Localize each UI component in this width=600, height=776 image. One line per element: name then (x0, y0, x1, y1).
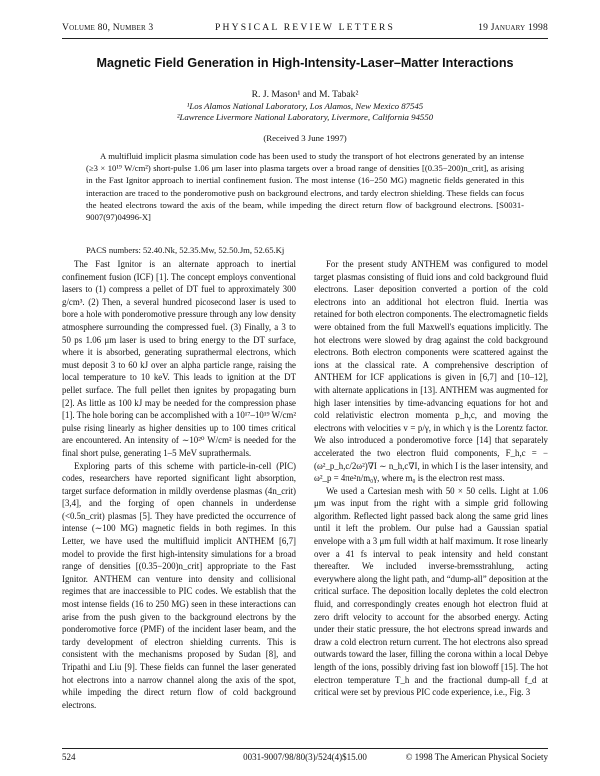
abstract-text: A multifluid implicit plasma simulation code has been used to study the transport of hot electrons generated by an intense (≥3 × 10¹⁹ W/cm²) short-pulse 1.06 μm laser into plasma targets over a broad range of densities [(0.35−200)n_crit], as arising in the Fast Ignitor approach to inertial confinement fusion. The most intense (16−250 MG) magnetic fields generated in this interaction are traced to the ponderomotive push on background electrons, and tardy electron shielding. These fields can focus the heated electrons toward the axis of the beam, while impeding the direct return flow of background electrons. [S0031-9007(97)04996-X] (86, 151, 524, 223)
article-title: Magnetic Field Generation in High-Intensity-Laser–Matter Interactions (96, 56, 514, 70)
issue-date: 19 January 1998 (478, 22, 548, 33)
body-paragraph: The Fast Ignitor is an alternate approach to inertial confinement fusion (ICF) [1]. The concept employs conventional lasers to (1) compress a pellet of DT fuel to approximately 300 g/cm³. (2) Then, a several hundred picosecond laser is used to bore a hole with ponderomotive pressure through any low density atmosphere surrounding the compressed fuel. (3) Finally, a 3 to 50 ps 1.06 μm laser is used to bring energy to the DT surface, where it is absorbed, generating suprathermal electrons, which must deposit 3 to 60 kJ over an alpha particle range, raising the local temperature to 10 keV. This leads to ignition at the DT pellet surface. The full pellet then ignites by propagating burn [2]. As little as 100 kJ may be needed for the compression phase [1]. The hole boring can be accomplished with a 10¹⁷–10¹⁹ W/cm² pulse rising linearly as higher densities up to 100 times critical are encountered. An intensity of ∼10²⁰ W/cm² is needed for the final short pulse, generating 1–5 MeV suprathermals. (62, 259, 296, 458)
body-paragraph: For the present study ANTHEM was configured to model target plasmas consisting of fluid ions and cold background fluid electrons. Laser deposition converted a portion of the cold electrons into an additional hot electron fluid. Inertia was retained for both electron components. The electromagnetic fields were obtained from the full Maxwell's equations implicitly. The hot electrons were slowed by drag against the cold background electrons. Both electron components were scattered against the ions at the classical rate. A comprehensive description of ANTHEM for ICF applications is given in [6,7] and [10–12], with alternate applications in [13]. ANTHEM was augmented for high laser intensities by time-advancing equations for hot and cold relativistic electron momenta p_h,c, and moving the electrons with velocities v = p/γ, in which γ is the Lorentz factor. We also introduced a ponderomotive force [14] that separately accelerated the two electron fluid components, F_h,c = −(ω²_p_h,c/2ω²)∇I ∼ n_h,c∇I, in which I is the laser intensity, and ω²_p = 4πe²n/m₀γ, where m₀ is the electron rest mass. (314, 259, 548, 484)
volume-number: Volume 80, Number 3 (62, 22, 154, 33)
affiliation-2: ²Lawrence Livermore National Laboratory, Livermore, California 94550 (176, 112, 434, 122)
body-paragraph: We used a Cartesian mesh with 50 × 50 cells. Light at 1.06 μm was input from the right with a simple grid following algorithm. Reflected light passed back along the same grid lines until it left the problem. Our pulse had a Gaussian spatial envelope with a 3 μm full width at half maximum. It rose linearly over a 41 fs interval to peak intensity and held constant thereafter. We included inverse-bremsstrahlung, acting everywhere along the light path, and “dump-all” deposition at the critical surface. The deposition locally depletes the cold electron fluid, and correspondingly creates enough hot electron fluid at zero drift velocity to account for the absorbed energy. Acting under their static pressure, the hot electrons spread inwards and draw a cold electron return current. The hot electrons also spread outwards toward the laser, filling the corona within a local Debye length of the ions, possibly driving fast ion blowoff [15]. The hot electron temperature T_h and the fractional dump-all f_d at critical were set by previous PIC code experience, i.e., Fig. 3 (314, 485, 548, 698)
body-paragraph: Exploring parts of this scheme with particle-in-cell (PIC) codes, researchers have reported significant light absorption, target surface deformation in mildly overdense plasmas (4n_crit) [3,4], and the forging of open channels in underdense (<0.5n_crit) plasmas [5]. They have predicted the occurrence of intense (∼100 MG) magnetic fields in both regimes. In this Letter, we have used the multifluid implicit ANTHEM [6,7] model to provide the first high-intensity simulations for a broad range of densities [(0.35−200)n_crit] appropriate to the Fast Ignitor. ANTHEM can venture into density and collisional regimes that are inaccessible to PIC codes. We establish that the most intense fields (16 to 250 MG) seen in these interactions can arise from the push given to the background electrons by the ponderomotive force (PMF) of the incident laser beam, and the tardy development of electron shielding currents. This is consistent with the mechanisms proposed by Sudan [8], and Tripathi and Liu [9]. These fields can funnel the laser generated hot electrons into a narrow channel along the axis of the spot, while impeding the direct return flow of cold background electrons. (62, 460, 296, 710)
affiliation-1: ¹Los Alamos National Laboratory, Los Alamos, New Mexico 87545 (186, 101, 424, 111)
article-code: 0031-9007/98/80(3)/524(4)$15.00 (243, 752, 367, 762)
copyright: © 1998 The American Physical Society (405, 752, 548, 762)
author-list: R. J. Mason¹ and M. Tabak² (251, 89, 359, 100)
right-column (314, 258, 548, 699)
page-footer (62, 752, 548, 766)
pacs-numbers: PACS numbers: 52.40.Nk, 52.35.Mw, 52.50.Jm, 52.65.Kj (86, 245, 285, 255)
received-date: (Received 3 June 1997) (263, 133, 347, 143)
left-column (62, 258, 296, 711)
page-number: 524 (62, 752, 76, 762)
running-header (62, 22, 548, 36)
abstract (86, 150, 524, 223)
footer-rule (62, 748, 548, 749)
journal-name: PHYSICAL REVIEW LETTERS (214, 22, 396, 33)
header-rule (62, 38, 548, 39)
